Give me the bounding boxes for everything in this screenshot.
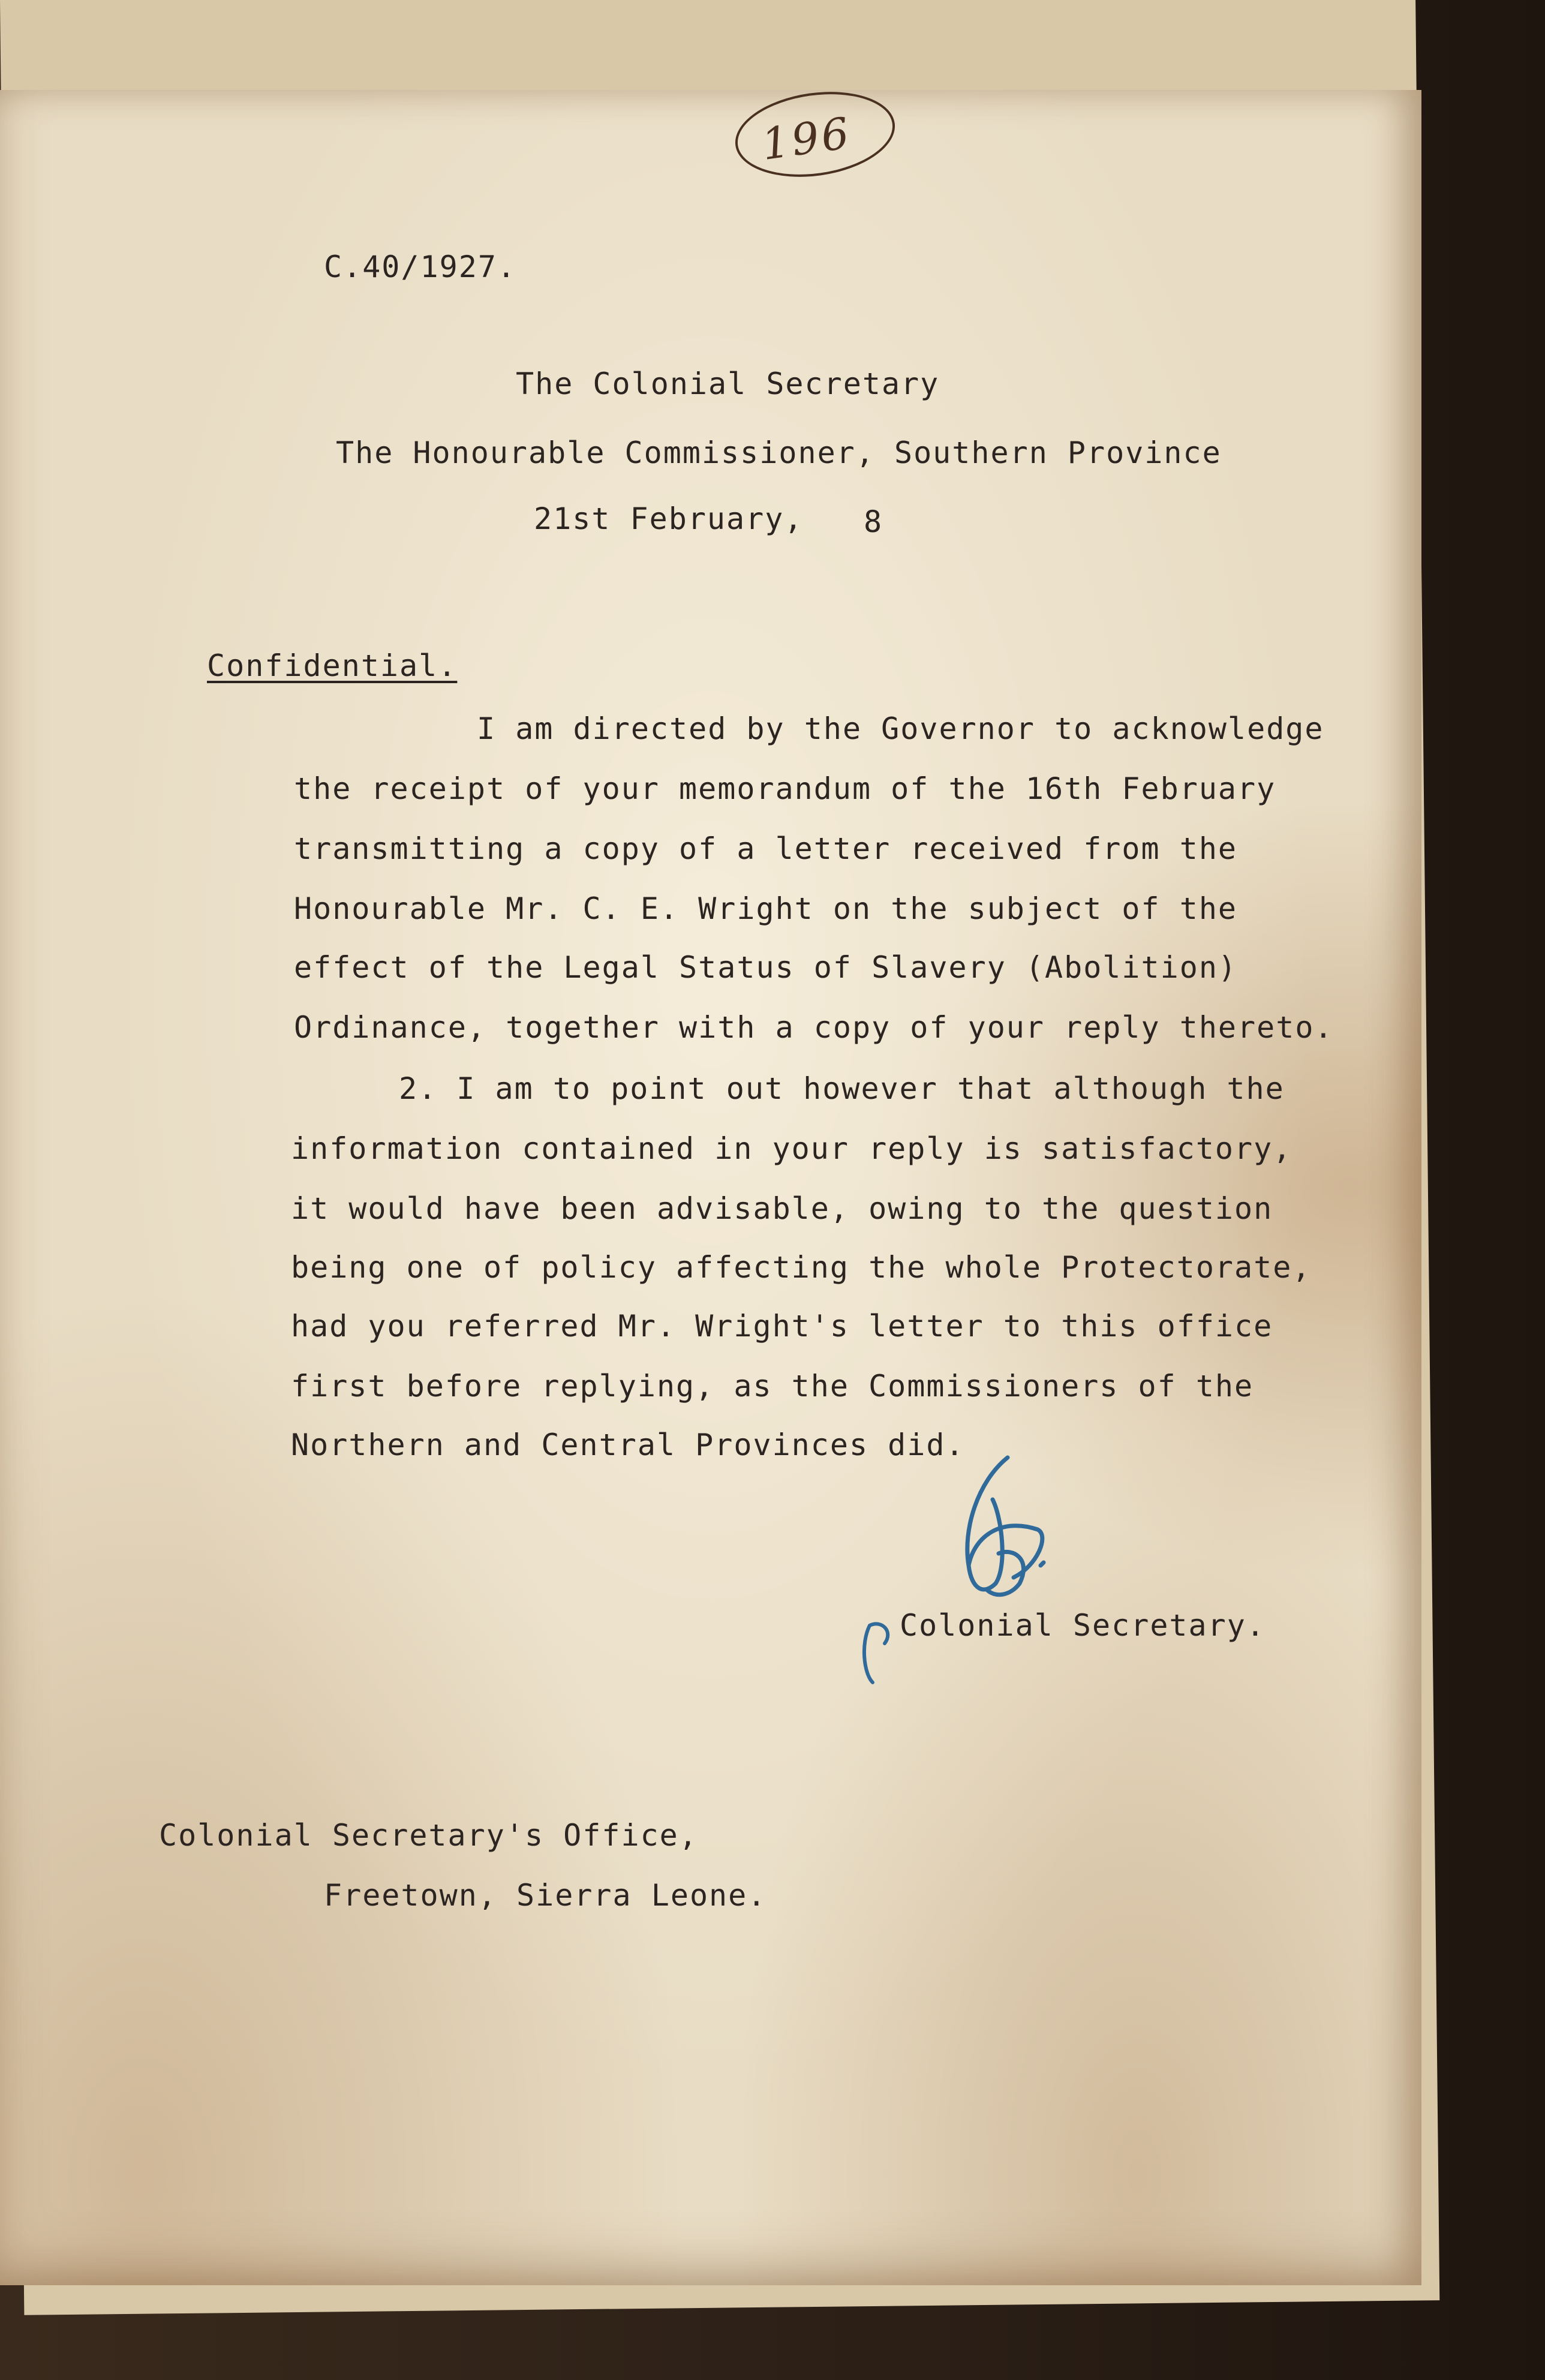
signatory-title: Colonial Secretary. xyxy=(900,1608,1266,1643)
office-address-line: Freetown, Sierra Leone. xyxy=(324,1878,767,1913)
body-line: the receipt of your memorandum of the 16th February xyxy=(294,771,1276,806)
sender-line: The Colonial Secretary xyxy=(516,366,940,401)
office-address-line: Colonial Secretary's Office, xyxy=(159,1818,698,1853)
body-line: being one of policy affecting the whole Protectorate, xyxy=(291,1250,1312,1285)
body-line: Honourable Mr. C. E. Wright on the subject of the xyxy=(294,891,1238,926)
body-line: had you referred Mr. Wright's letter to this office xyxy=(291,1309,1273,1344)
body-line: transmitting a copy of a letter received from the xyxy=(294,831,1238,866)
body-line: 2. I am to point out however that although the xyxy=(399,1071,1285,1106)
body-line: information contained in your reply is satisfactory, xyxy=(291,1131,1292,1166)
body-line: first before replying, as the Commissioners of the xyxy=(291,1369,1254,1404)
recipient-line: The Honourable Commissioner, Southern Province xyxy=(336,435,1222,470)
body-line: effect of the Legal Status of Slavery (Abolition) xyxy=(294,950,1238,985)
body-line: Ordinance, together with a copy of your reply thereto. xyxy=(294,1010,1334,1045)
confidential-heading: Confidential. xyxy=(207,648,458,683)
reference-number: C.40/1927. xyxy=(324,250,517,284)
date-line: 21st February, xyxy=(534,501,804,536)
body-line: it would have been advisable, owing to the question xyxy=(291,1191,1273,1226)
body-line: I am directed by the Governor to acknowledge xyxy=(477,711,1324,746)
handwritten-signature xyxy=(858,1446,1074,1685)
body-line: Northern and Central Provinces did. xyxy=(291,1428,965,1462)
date-suffix: 8 xyxy=(864,504,883,539)
letter-page xyxy=(0,90,1421,2285)
folio-number: 196 xyxy=(758,107,855,170)
